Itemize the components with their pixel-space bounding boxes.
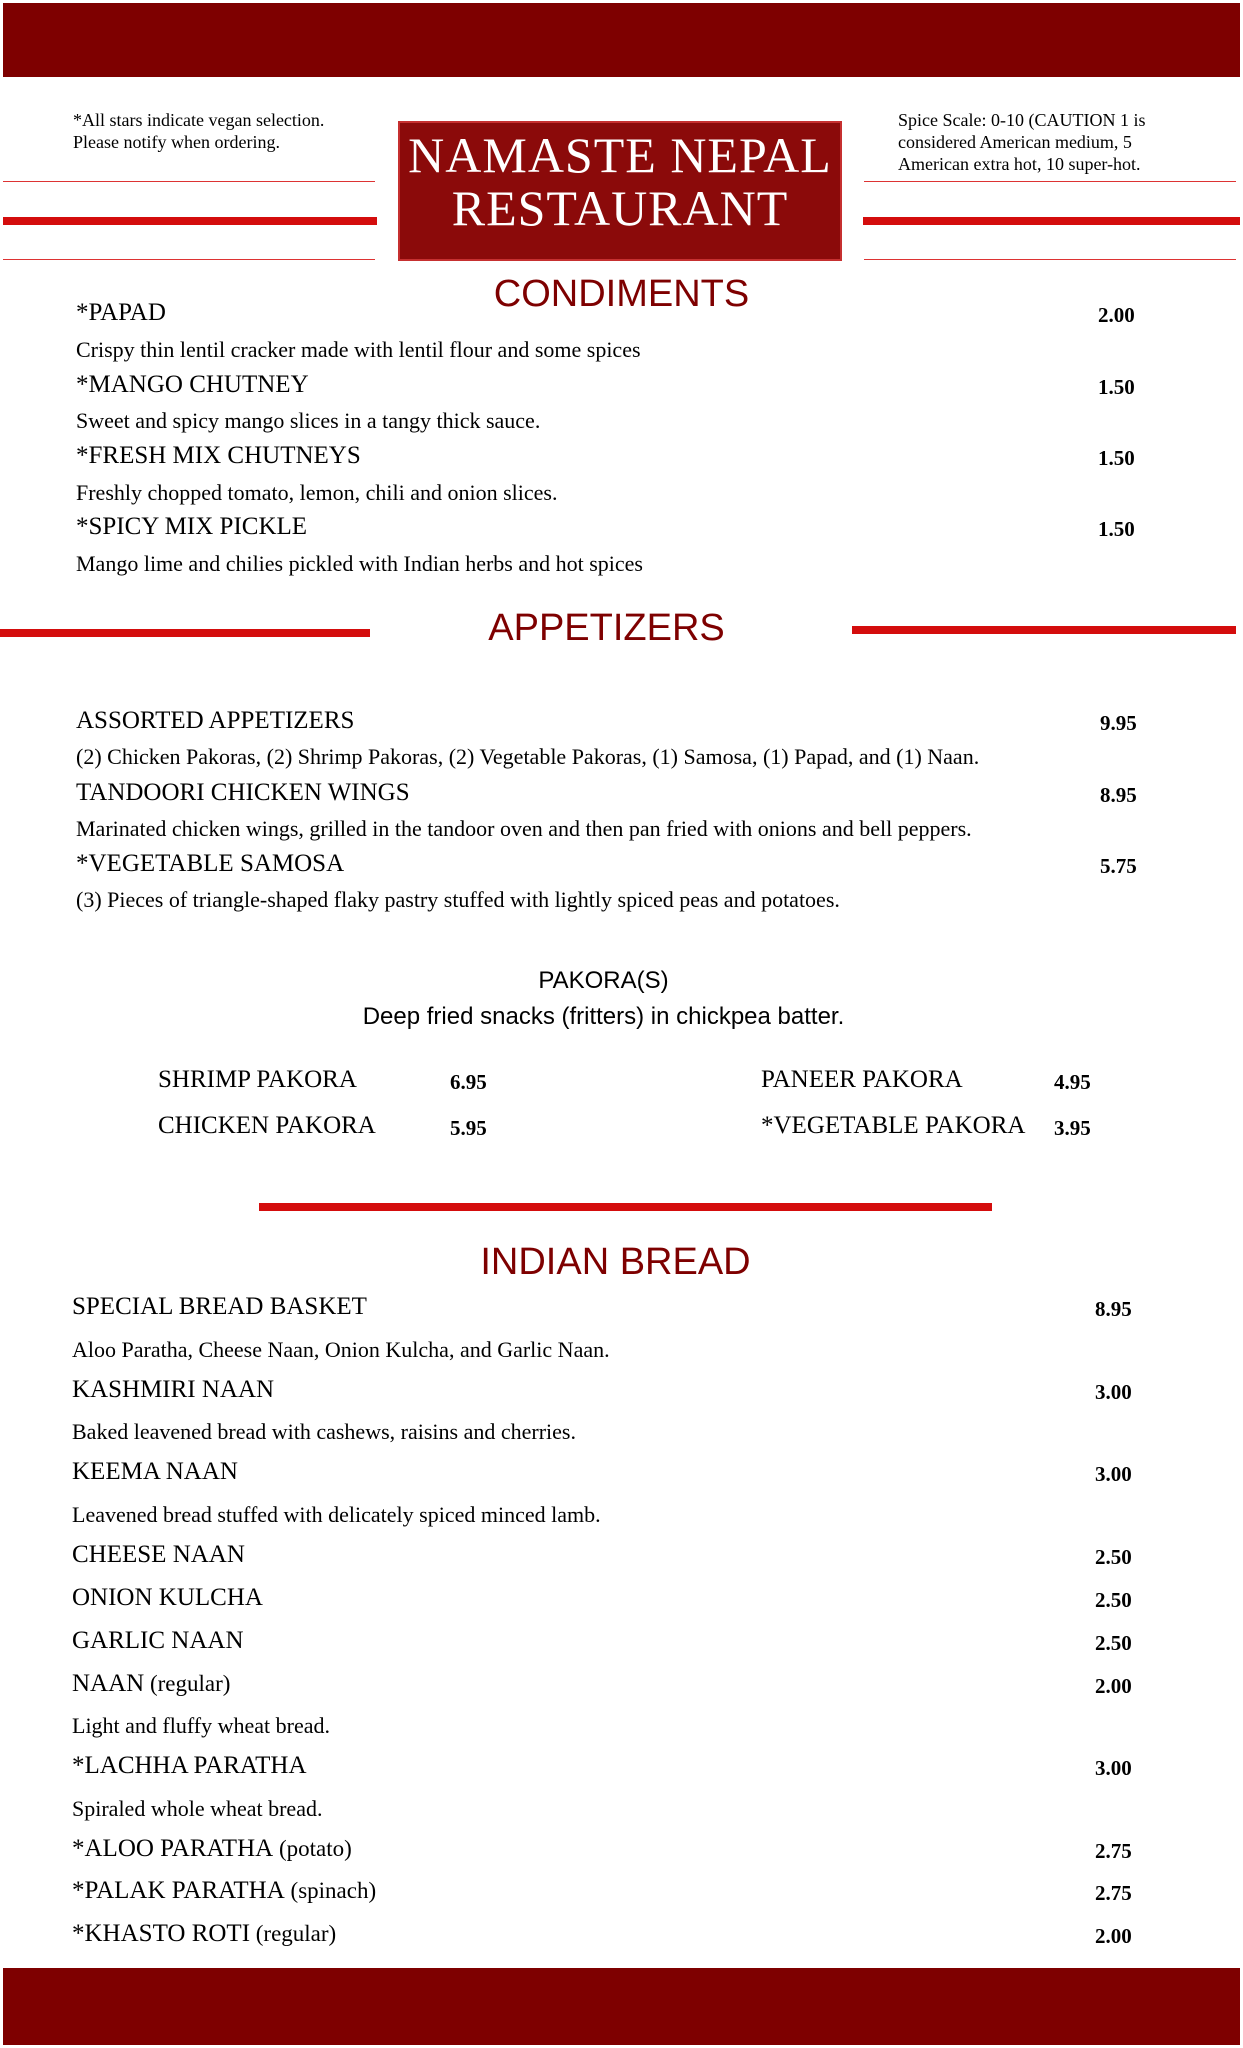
vegan-note: *All stars indicate vegan selection. Please notify when ordering. xyxy=(73,110,325,152)
menu-item-name xyxy=(72,1669,230,1699)
section-title-indian-bread: INDIAN BREAD xyxy=(480,1241,751,1283)
restaurant-title xyxy=(398,121,842,261)
menu-item-description: Leavened bread stuffed with delicately spiced minced lamb. xyxy=(72,1502,601,1527)
menu-item-title: *PALAK PARATHA xyxy=(72,1877,285,1904)
menu-item-name: KEEMA NAAN xyxy=(72,1458,238,1485)
menu-item-name: *SPICY MIX PICKLE xyxy=(76,513,308,540)
menu-item-price: 9.95 xyxy=(1100,711,1137,735)
pakora-item-name: SHRIMP PAKORA xyxy=(158,1066,357,1093)
menu-item-note: (regular) xyxy=(144,1671,231,1696)
menu-item-price: 1.50 xyxy=(1098,517,1135,541)
menu-item-description: Marinated chicken wings, grilled in the tandoor oven and then pan fried with onions and bell peppers. xyxy=(76,816,972,841)
pakora-subtitle: Deep fried snacks (fritters) in chickpea batter. xyxy=(362,1003,845,1030)
menu-item-price: 5.75 xyxy=(1100,854,1137,878)
menu-item-price: 2.00 xyxy=(1095,1674,1132,1698)
menu-item-note: (regular) xyxy=(250,1921,337,1946)
menu-item-description: Crispy thin lentil cracker made with lentil flour and some spices xyxy=(76,337,641,362)
pakora-item-name: CHICKEN PAKORA xyxy=(158,1112,376,1139)
spice-scale-note: Spice Scale: 0-10 (CAUTION 1 is considered American medium, 5 American extra hot, 10 super-hot. xyxy=(898,110,1146,174)
menu-item-description: Mango lime and chilies pickled with Indian herbs and hot spices xyxy=(76,551,643,576)
menu-item-price: 2.75 xyxy=(1095,1839,1132,1863)
menu-item-name: *PAPAD xyxy=(76,299,166,326)
menu-item-price: 3.00 xyxy=(1095,1380,1132,1404)
pakora-item-name: PANEER PAKORA xyxy=(761,1066,963,1093)
menu-item-description: (3) Pieces of triangle-shaped flaky pastry stuffed with lightly spiced peas and potatoes. xyxy=(76,887,840,912)
pakora-item-name: *VEGETABLE PAKORA xyxy=(761,1112,1026,1139)
menu-item-name: TANDOORI CHICKEN WINGS xyxy=(76,779,410,806)
menu-item-name: *LACHHA PARATHA xyxy=(72,1752,307,1779)
menu-item-title: NAAN xyxy=(72,1670,145,1697)
menu-item-description: Freshly chopped tomato, lemon, chili and onion slices. xyxy=(76,480,558,505)
menu-item-description: Light and fluffy wheat bread. xyxy=(72,1713,331,1738)
menu-item-price: 2.00 xyxy=(1095,1924,1132,1948)
pakora-title: PAKORA(S) xyxy=(538,967,669,994)
menu-item-price: 2.50 xyxy=(1095,1588,1132,1612)
divider-line xyxy=(864,259,1236,260)
menu-item-description: Spiraled whole wheat bread. xyxy=(72,1796,323,1821)
menu-item-name: CHEESE NAAN xyxy=(72,1541,245,1568)
menu-item-name: *FRESH MIX CHUTNEYS xyxy=(76,442,361,469)
section-title-appetizers: APPETIZERS xyxy=(488,607,725,649)
pakora-item-price: 5.95 xyxy=(450,1116,487,1140)
section-title-condiments: CONDIMENTS xyxy=(493,273,750,315)
top-banner xyxy=(3,3,1240,77)
divider-line xyxy=(3,259,375,260)
pakora-item-price: 3.95 xyxy=(1054,1116,1091,1140)
divider-line xyxy=(864,181,1236,182)
menu-item-note: (spinach) xyxy=(284,1878,377,1903)
menu-item-price: 2.00 xyxy=(1098,303,1135,327)
bottom-banner xyxy=(3,1968,1240,2045)
menu-item-price: 1.50 xyxy=(1098,446,1135,470)
menu-item-description: (2) Chicken Pakoras, (2) Shrimp Pakoras, (2) Vegetable Pakoras, (1) Samosa, (1) Papad, and (1) Naan. xyxy=(76,744,980,769)
menu-item-name: SPECIAL BREAD BASKET xyxy=(72,1293,367,1320)
menu-item-price: 3.00 xyxy=(1095,1462,1132,1486)
menu-item-note: (potato) xyxy=(273,1836,352,1861)
pakora-item-price: 4.95 xyxy=(1054,1070,1091,1094)
title-line: RESTAURANT xyxy=(451,180,789,236)
menu-item-name: GARLIC NAAN xyxy=(72,1627,244,1654)
menu-item-name: ONION KULCHA xyxy=(72,1584,263,1611)
menu-item-price: 2.50 xyxy=(1095,1631,1132,1655)
menu-item-name xyxy=(72,1876,376,1906)
divider-line xyxy=(259,1203,992,1211)
menu-item-price: 8.95 xyxy=(1095,1297,1132,1321)
menu-item-name xyxy=(72,1834,352,1864)
menu-item-price: 2.50 xyxy=(1095,1545,1132,1569)
divider-line xyxy=(3,217,377,225)
title-line: NAMASTE NEPAL xyxy=(408,127,832,183)
pakora-item-price: 6.95 xyxy=(450,1070,487,1094)
divider-line xyxy=(863,217,1240,225)
menu-item-price: 3.00 xyxy=(1095,1756,1132,1780)
menu-item-name: KASHMIRI NAAN xyxy=(72,1376,275,1403)
menu-item-price: 1.50 xyxy=(1098,375,1135,399)
divider-line xyxy=(3,181,375,182)
menu-item-name: *VEGETABLE SAMOSA xyxy=(76,850,345,877)
menu-item-name xyxy=(72,1919,336,1949)
menu-item-price: 2.75 xyxy=(1095,1881,1132,1905)
menu-item-description: Aloo Paratha, Cheese Naan, Onion Kulcha, and Garlic Naan. xyxy=(72,1337,610,1362)
menu-item-name: ASSORTED APPETIZERS xyxy=(76,707,355,734)
menu-item-description: Baked leavened bread with cashews, raisins and cherries. xyxy=(72,1419,576,1444)
menu-item-description: Sweet and spicy mango slices in a tangy thick sauce. xyxy=(76,408,541,433)
menu-item-price: 8.95 xyxy=(1100,783,1137,807)
menu-item-name: *MANGO CHUTNEY xyxy=(76,371,309,398)
menu-item-title: *ALOO PARATHA xyxy=(72,1835,274,1862)
menu-item-title: *KHASTO ROTI xyxy=(72,1920,251,1947)
